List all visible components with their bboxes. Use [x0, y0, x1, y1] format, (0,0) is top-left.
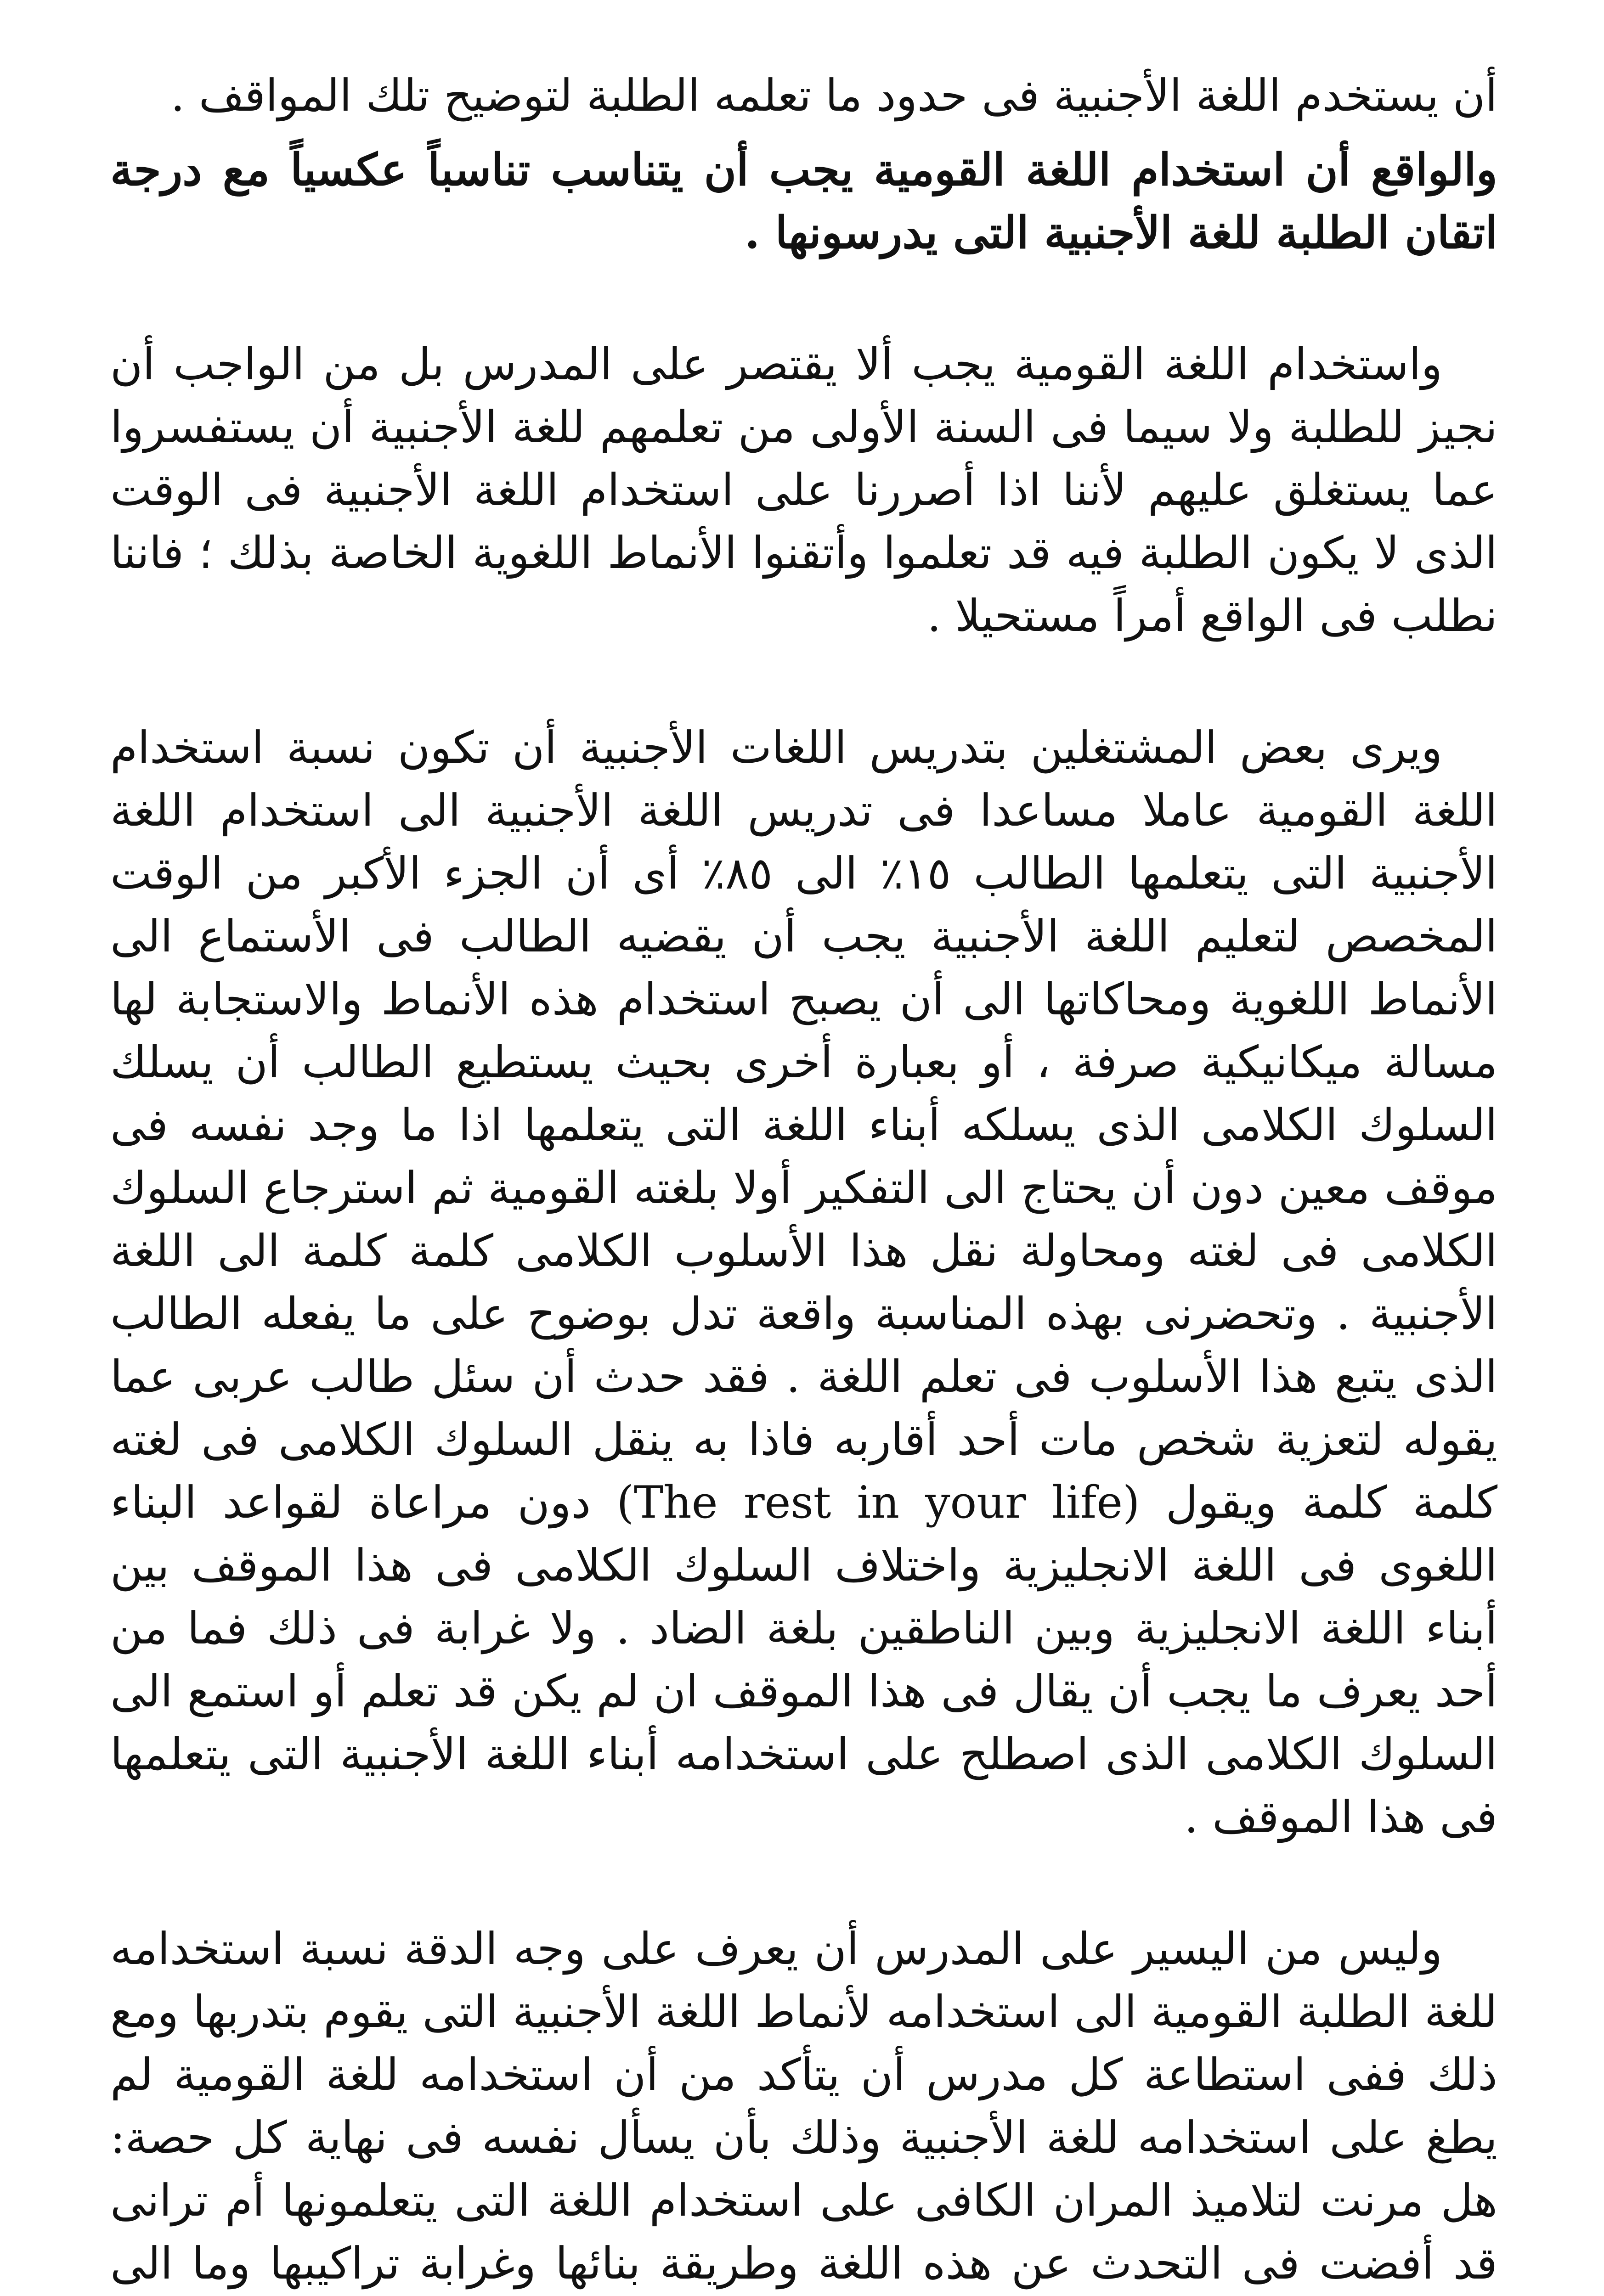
- paragraph-2-bold-statement: والواقع أن استخدام اللغة القومية يجب أن يتناسب تناسباً عكسياً مع درجة اتقان الطلبة للغة الأجنبية التى يدرسونها .: [110, 144, 1497, 259]
- book-page: [110, 64, 1497, 2296]
- paragraph-1: أن يستخدم اللغة الأجنبية فى حدود ما تعلمه الطلبة لتوضيح تلك المواقف .: [170, 70, 1497, 121]
- paragraph-5: وليس من اليسير على المدرس أن يعرف على وجه الدقة نسبة استخدامه للغة الطلبة القومية الى استخدامه لأنماط اللغة الأجنبية التى يقوم بتدربها ومع ذلك ففى استطاعة كل مدرس أن يتأكد من أن استخدامه للغة القومية لم يطغ على استخدامه للغة الأجنبية وذلك بأن يسأل نفسه فى نهاية كل حصة: هل مرنت لتلاميذ المران الكافى على استخدام اللغة التى يتعلمونها أم ترانى قد أفضت فى التحدث عن هذه اللغة وطريقة بنائها وغرابة تراكيبها وما الى: [110, 1923, 1497, 2289]
- paragraph-3: واستخدام اللغة القومية يجب ألا يقتصر على المدرس بل من الواجب أن نجيز للطلبة ولا سيما فى السنة الأولى من تعلمهم للغة الأجنبية أن يستفسروا عما يستغلق عليهم لأننا اذا أصررنا على استخدام اللغة الأجنبية فى الوقت الذى لا يكون الطلبة فيه قد تعلموا وأتقنوا الأنماط اللغوية الخاصة بذلك ؛ فاننا نطلب فى الواقع أمراً مستحيلا .: [110, 338, 1497, 642]
- paragraph-4: ويرى بعض المشتغلين بتدريس اللغات الأجنبية أن تكون نسبة استخدام اللغة القومية عاملا مساعدا فى تدريس اللغة الأجنبية الى استخدام اللغة الأجنبية التى يتعلمها الطالب ١٥٪ الى ٨٥٪ أى أن الجزء الأكبر من الوقت المخصص لتعليم اللغة الأجنبية يجب أن يقضيه الطالب فى الأستماع الى الأنماط اللغوية ومحاكاتها الى أن يصبح استخدام هذه الأنماط والاستجابة لها مسالة ميكانيكية صرفة ، أو بعبارة أخرى بحيث يستطيع الطالب أن يسلك السلوك الكلامى الذى يسلكه أبناء اللغة التى يتعلمها اذا ما وجد نفسه فى موقف معين دون أن يحتاج الى التفكير أولا بلغته القومية ثم استرجاع السلوك الكلامى فى لغته ومحاولة نقل هذا الأسلوب الكلامى كلمة كلمة الى اللغة الأجنبية . وتحضرنى بهذه المناسبة واقعة تدل بوضوح على ما يفعله الطالب الذى يتبع هذا الأسلوب فى تعلم اللغة . فقد حدث أن سئل طالب عربى عما يقوله لتعزية شخص مات أحد أقاربه فاذا به ينقل السلوك الكلامى فى لغته كلمة كلمة ويقول (The rest in your life) دون مراعاة لقواعد البناء اللغوى فى اللغة الانجليزية واختلاف السلوك الكلامى فى هذا الموقف بين أبناء اللغة الانجليزية وبين الناطقين بلغة الضاد . ولا غرابة فى ذلك فما من أحد يعرف ما يجب أن يقال فى هذا الموقف ان لم يكن قد تعلم أو استمع الى السلوك الكلامى الذى اصطلح على استخدامه أبناء اللغة الأجنبية التى يتعلمها فى هذا الموقف .: [110, 722, 1498, 1843]
